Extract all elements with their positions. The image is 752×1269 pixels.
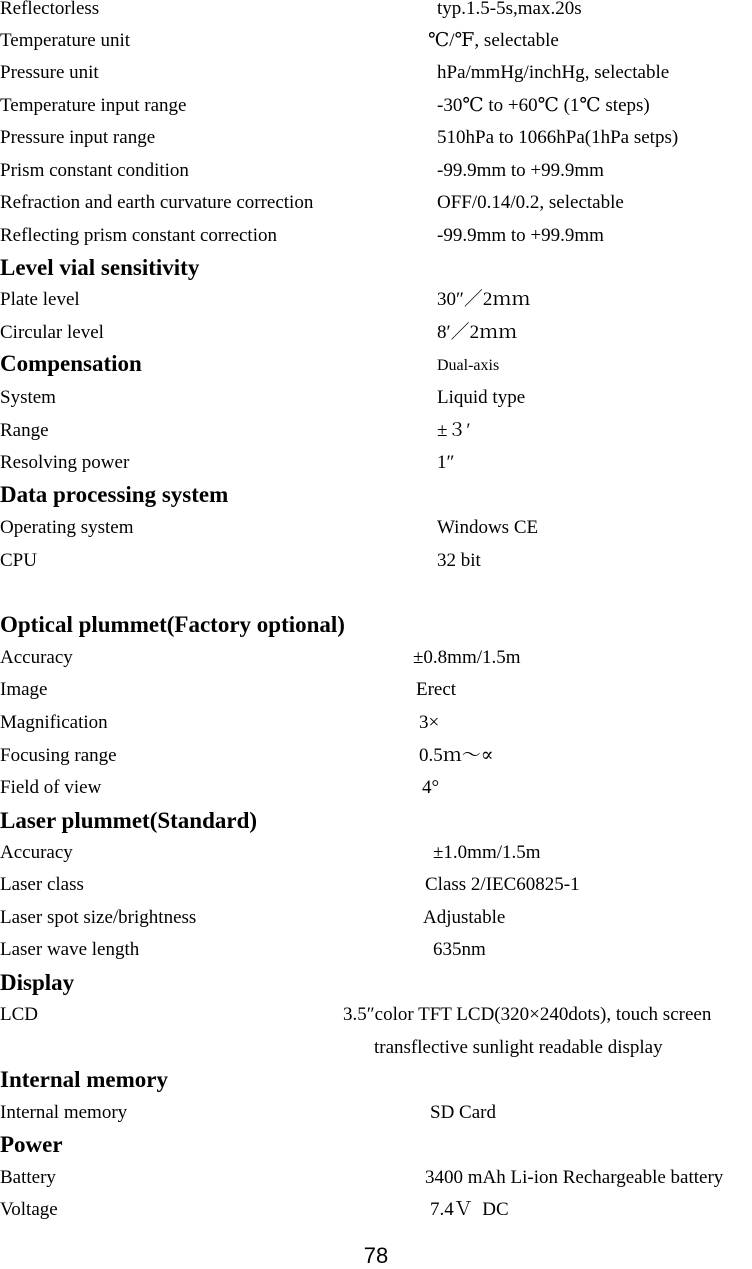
spec-value: 3× <box>419 712 440 733</box>
spec-value: ±0.8mm/1.5m <box>413 647 521 668</box>
spec-row-laser-class <box>0 873 752 897</box>
spec-row-field-of-view <box>0 776 752 800</box>
spec-label: Reflectorless <box>0 0 100 19</box>
spec-value: 0.5ｍ～∝ <box>419 745 494 766</box>
spec-value: 32 bit <box>437 550 481 571</box>
spec-value: ±３′ <box>437 420 471 441</box>
spec-row-laser-accuracy <box>0 841 752 865</box>
spec-row-plate-level <box>0 288 752 312</box>
spec-value: Windows CE <box>437 517 539 538</box>
spec-label: System <box>0 387 56 408</box>
spec-value: ℃/℉, selectable <box>428 30 559 51</box>
spec-label: Temperature unit <box>0 30 131 51</box>
spec-value: 4° <box>422 777 440 798</box>
spec-value: Class 2/IEC60825-1 <box>425 874 580 895</box>
spec-value: 510hPa to 1066hPa(1hPa setps) <box>437 127 679 148</box>
spec-row-prism-constant-condition <box>0 159 752 183</box>
spec-label: Battery <box>0 1167 56 1188</box>
spec-row-laser-spot-size <box>0 906 752 930</box>
spec-row-system <box>0 386 752 410</box>
spec-row-range <box>0 419 752 443</box>
spec-row-lcd-continued <box>0 1036 752 1060</box>
spec-label: Voltage <box>0 1199 58 1220</box>
section-heading-level-vial: Level vial sensitivity <box>0 255 200 280</box>
spec-label: Accuracy <box>0 647 73 668</box>
spec-label: Range <box>0 420 49 441</box>
spec-label: Pressure unit <box>0 62 99 83</box>
spec-row-reflectorless <box>0 0 752 21</box>
spec-label: Resolving power <box>0 452 130 473</box>
spec-row-resolving-power <box>0 451 752 475</box>
spec-label: Plate level <box>0 289 80 310</box>
section-heading-internal-memory: Internal memory <box>0 1067 168 1092</box>
spec-label: Refraction and earth curvature correction <box>0 192 314 213</box>
spec-value: Liquid type <box>437 387 526 408</box>
spec-label: Laser spot size/brightness <box>0 907 197 928</box>
section-heading-laser-plummet: Laser plummet(Standard) <box>0 808 258 833</box>
section-heading-data-processing: Data processing system <box>0 482 229 507</box>
section-heading-display: Display <box>0 970 75 995</box>
spec-row-magnification <box>0 711 752 735</box>
spec-row-pressure-input-range <box>0 126 752 150</box>
spec-row-battery <box>0 1166 752 1190</box>
spec-value: ±1.0mm/1.5m <box>433 842 541 863</box>
spec-value: transflective sunlight readable display <box>374 1037 663 1058</box>
spec-value: SD Card <box>430 1102 496 1123</box>
spec-label: Laser class <box>0 874 84 895</box>
spec-row-temperature-input-range <box>0 94 752 118</box>
spec-label: Image <box>0 679 48 700</box>
spec-value: -99.9mm to +99.9mm <box>437 225 604 246</box>
section-heading-compensation: Compensation <box>0 351 142 376</box>
spec-label: Laser wave length <box>0 939 140 960</box>
spec-label: Operating system <box>0 517 134 538</box>
page-number: 78 <box>363 1243 389 1268</box>
spec-label: Circular level <box>0 322 104 343</box>
spec-value: Adjustable <box>423 907 506 928</box>
spec-row-cpu <box>0 549 752 573</box>
spec-row-temperature-unit <box>0 29 752 53</box>
spec-label: LCD <box>0 1004 38 1025</box>
spec-value: 635nm <box>433 939 486 960</box>
section-heading-optical-plummet: Optical plummet(Factory optional) <box>0 612 345 637</box>
spec-value: hPa/mmHg/inchHg, selectable <box>437 62 670 83</box>
spec-value: Erect <box>416 679 457 700</box>
spec-value: -99.9mm to +99.9mm <box>437 160 604 181</box>
compensation-note-text: Dual-axis <box>437 357 500 374</box>
spec-label: Internal memory <box>0 1102 128 1123</box>
spec-label: Pressure input range <box>0 127 156 148</box>
spec-row-internal-memory <box>0 1101 752 1125</box>
spec-row-operating-system <box>0 516 752 540</box>
spec-row-laser-wave-length <box>0 938 752 962</box>
spec-label: Prism constant condition <box>0 160 189 181</box>
spec-value: 3.5″color TFT LCD(320×240dots), touch screen <box>343 1004 712 1025</box>
spec-value: 30″／2ｍｍ <box>437 289 531 310</box>
spec-value: -30℃ to +60℃ (1℃ steps) <box>437 95 650 116</box>
spec-row-lcd <box>0 1003 752 1027</box>
spec-label: Focusing range <box>0 745 117 766</box>
spec-row-refraction-correction <box>0 191 752 215</box>
spec-value: OFF/0.14/0.2, selectable <box>437 192 624 213</box>
spec-label: CPU <box>0 550 37 571</box>
spec-row-reflecting-prism-correction <box>0 224 752 248</box>
spec-value: 1″ <box>437 452 455 473</box>
spec-label: Temperature input range <box>0 95 187 116</box>
spec-value: 3400 mAh Li-ion Rechargeable battery <box>425 1167 724 1188</box>
spec-label: Magnification <box>0 712 108 733</box>
spec-row-image <box>0 678 752 702</box>
spec-value: typ.1.5-5s,max.20s <box>437 0 582 19</box>
spec-row-pressure-unit <box>0 61 752 85</box>
spec-value: 7.4Ｖ DC <box>430 1199 509 1220</box>
spec-row-circular-level <box>0 321 752 345</box>
spec-value: 8′／2ｍｍ <box>437 322 518 343</box>
spec-row-optical-accuracy <box>0 646 752 670</box>
section-heading-power: Power <box>0 1132 63 1157</box>
spec-row-voltage <box>0 1198 752 1222</box>
spec-label: Field of view <box>0 777 102 798</box>
compensation-note <box>0 354 752 378</box>
spec-row-focusing-range <box>0 744 752 768</box>
spec-label: Accuracy <box>0 842 73 863</box>
spec-label: Reflecting prism constant correction <box>0 225 277 246</box>
